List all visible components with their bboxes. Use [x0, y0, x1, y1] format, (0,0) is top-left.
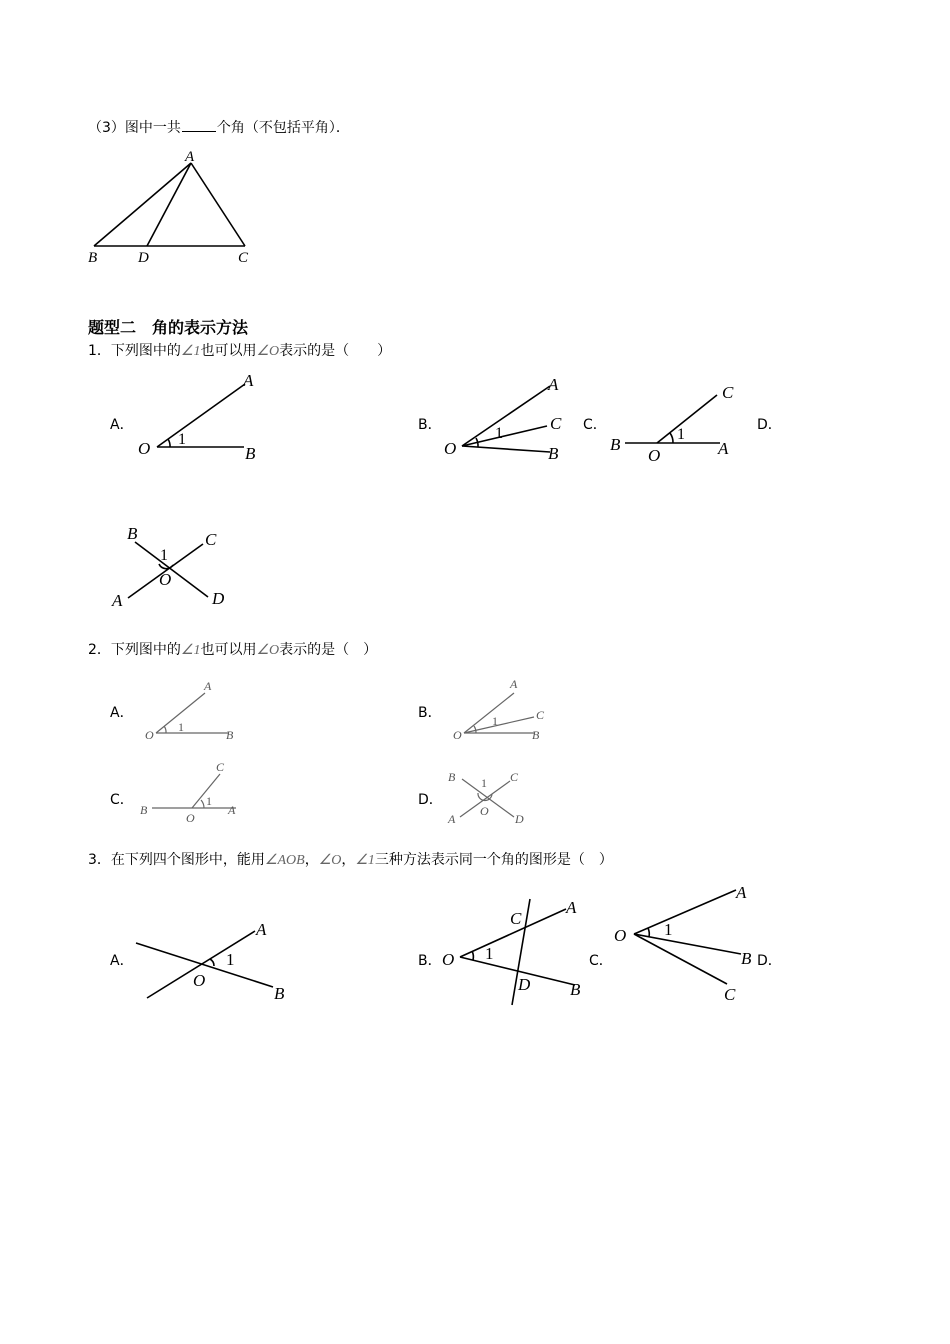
label-A: A — [204, 679, 212, 693]
q3-angle-aob: ∠AOB — [264, 853, 305, 868]
q1-option-d[interactable]: D． — [757, 417, 782, 433]
q2-option-d[interactable]: D． — [418, 792, 443, 808]
q1-stem-c: 表示的是（ ） — [279, 343, 392, 359]
label-A: A — [112, 591, 123, 610]
q3-num: 3． — [88, 852, 111, 868]
label-A: A — [228, 803, 236, 817]
label-B: B — [88, 250, 98, 266]
q3-sub-suffix: 个角（不包括平角）． — [216, 120, 350, 136]
label-O: O — [193, 971, 206, 990]
label-C: C — [238, 250, 249, 266]
q3-sub-stem — [88, 119, 350, 137]
q3-stem-b: 三种方法表示同一个角的图形是（ ） — [374, 852, 613, 868]
label-C: C — [216, 760, 225, 774]
label-A: A — [185, 149, 195, 165]
q1-figure-a — [132, 370, 272, 470]
label-1: 1 — [178, 720, 184, 734]
label-A: A — [510, 677, 518, 691]
q2-figure-c — [136, 758, 256, 830]
label-B: B — [548, 444, 559, 463]
label-1: 1 — [492, 714, 498, 728]
label-A: A — [566, 898, 577, 917]
label-B: B — [610, 435, 621, 454]
label-1: 1 — [495, 425, 503, 442]
label-A: A — [448, 812, 456, 826]
q1-figure-b — [440, 370, 580, 470]
q1-option-c[interactable]: C． — [583, 417, 607, 433]
q2-option-c[interactable]: C． — [110, 792, 134, 808]
label-D: D — [138, 250, 149, 266]
q2-figure-b — [448, 673, 558, 745]
label-C: C — [510, 909, 522, 928]
triangle-figure — [80, 145, 270, 270]
q1-option-a[interactable]: A． — [110, 417, 134, 433]
q1-stem — [88, 342, 391, 361]
q3-option-a[interactable]: A． — [110, 953, 134, 969]
q2-angle-1: ∠1 — [180, 643, 201, 658]
label-A: A — [243, 371, 254, 390]
label-1: 1 — [178, 431, 186, 448]
q3-option-d[interactable]: D． — [757, 953, 782, 969]
label-O: O — [186, 811, 195, 825]
label-1: 1 — [160, 547, 168, 564]
label-B: B — [127, 524, 138, 543]
label-B: B — [226, 728, 234, 742]
q3-sep1: ， — [304, 852, 319, 868]
q2-angle-o: ∠O — [256, 643, 280, 658]
label-A: A — [736, 883, 747, 902]
label-O: O — [444, 439, 457, 458]
answer-blank[interactable] — [182, 119, 216, 132]
q1-angle-1: ∠1 — [180, 344, 201, 359]
q3-angle-1: ∠1 — [355, 853, 375, 868]
label-D: D — [518, 975, 531, 994]
label-B: B — [532, 728, 540, 742]
label-A: A — [256, 920, 267, 939]
q3-option-b[interactable]: B． — [418, 953, 442, 969]
label-1: 1 — [481, 776, 487, 790]
label-C: C — [205, 530, 217, 549]
label-C: C — [550, 414, 562, 433]
label-D: D — [515, 812, 524, 826]
label-O: O — [138, 439, 151, 458]
label-1: 1 — [206, 794, 212, 808]
q1-stem-b: 也可以用 — [200, 343, 257, 359]
q1-figure-d — [105, 520, 245, 615]
q2-stem-b: 也可以用 — [200, 642, 257, 658]
q2-stem-a: 下列图中的 — [110, 642, 181, 658]
label-B: B — [570, 980, 581, 999]
q3-figure-a — [130, 910, 300, 1010]
label-1: 1 — [677, 426, 685, 443]
label-C: C — [510, 770, 519, 784]
label-C: C — [722, 383, 734, 402]
label-O: O — [145, 728, 154, 742]
q3-figure-c — [610, 880, 765, 1005]
q2-option-a[interactable]: A． — [110, 705, 134, 721]
label-A: A — [718, 439, 729, 458]
q3-angle-o: ∠O — [318, 853, 342, 868]
q2-stem-c: 表示的是（ ） — [279, 642, 378, 658]
label-D: D — [212, 589, 225, 608]
label-B: B — [448, 770, 456, 784]
q2-figure-a — [140, 675, 250, 745]
label-O: O — [453, 728, 462, 742]
q1-stem-a: 下列图中的 — [110, 343, 181, 359]
q1-option-b[interactable]: B． — [418, 417, 442, 433]
label-1: 1 — [226, 950, 235, 969]
q2-stem — [88, 641, 377, 660]
label-B: B — [274, 984, 285, 1003]
label-C: C — [536, 708, 545, 722]
q2-figure-d — [442, 765, 542, 831]
q3-figure-b — [438, 893, 598, 1008]
q1-num: 1． — [88, 343, 111, 359]
label-B: B — [140, 803, 148, 817]
q1-figure-c — [605, 375, 750, 470]
q1-angle-o: ∠O — [256, 344, 280, 359]
label-O: O — [480, 804, 489, 818]
label-O: O — [442, 950, 455, 969]
q3-sub-prefix: （3）图中一共 — [88, 120, 181, 136]
q2-option-b[interactable]: B． — [418, 705, 442, 721]
label-C: C — [724, 985, 736, 1004]
q2-num: 2． — [88, 642, 111, 658]
label-A: A — [548, 375, 559, 394]
q3-sep2: ， — [341, 852, 356, 868]
label-O: O — [614, 926, 627, 945]
label-1: 1 — [664, 920, 673, 939]
q3-option-c[interactable]: C． — [589, 953, 613, 969]
label-1: 1 — [485, 944, 494, 963]
label-B: B — [741, 949, 752, 968]
label-O: O — [648, 446, 661, 465]
section-title: 题型二 角的表示方法 — [88, 318, 249, 337]
q3-stem-a: 在下列四个图形中，能用 — [110, 852, 265, 868]
label-O: O — [159, 570, 172, 589]
label-B: B — [245, 444, 256, 463]
q3-stem — [88, 851, 613, 870]
